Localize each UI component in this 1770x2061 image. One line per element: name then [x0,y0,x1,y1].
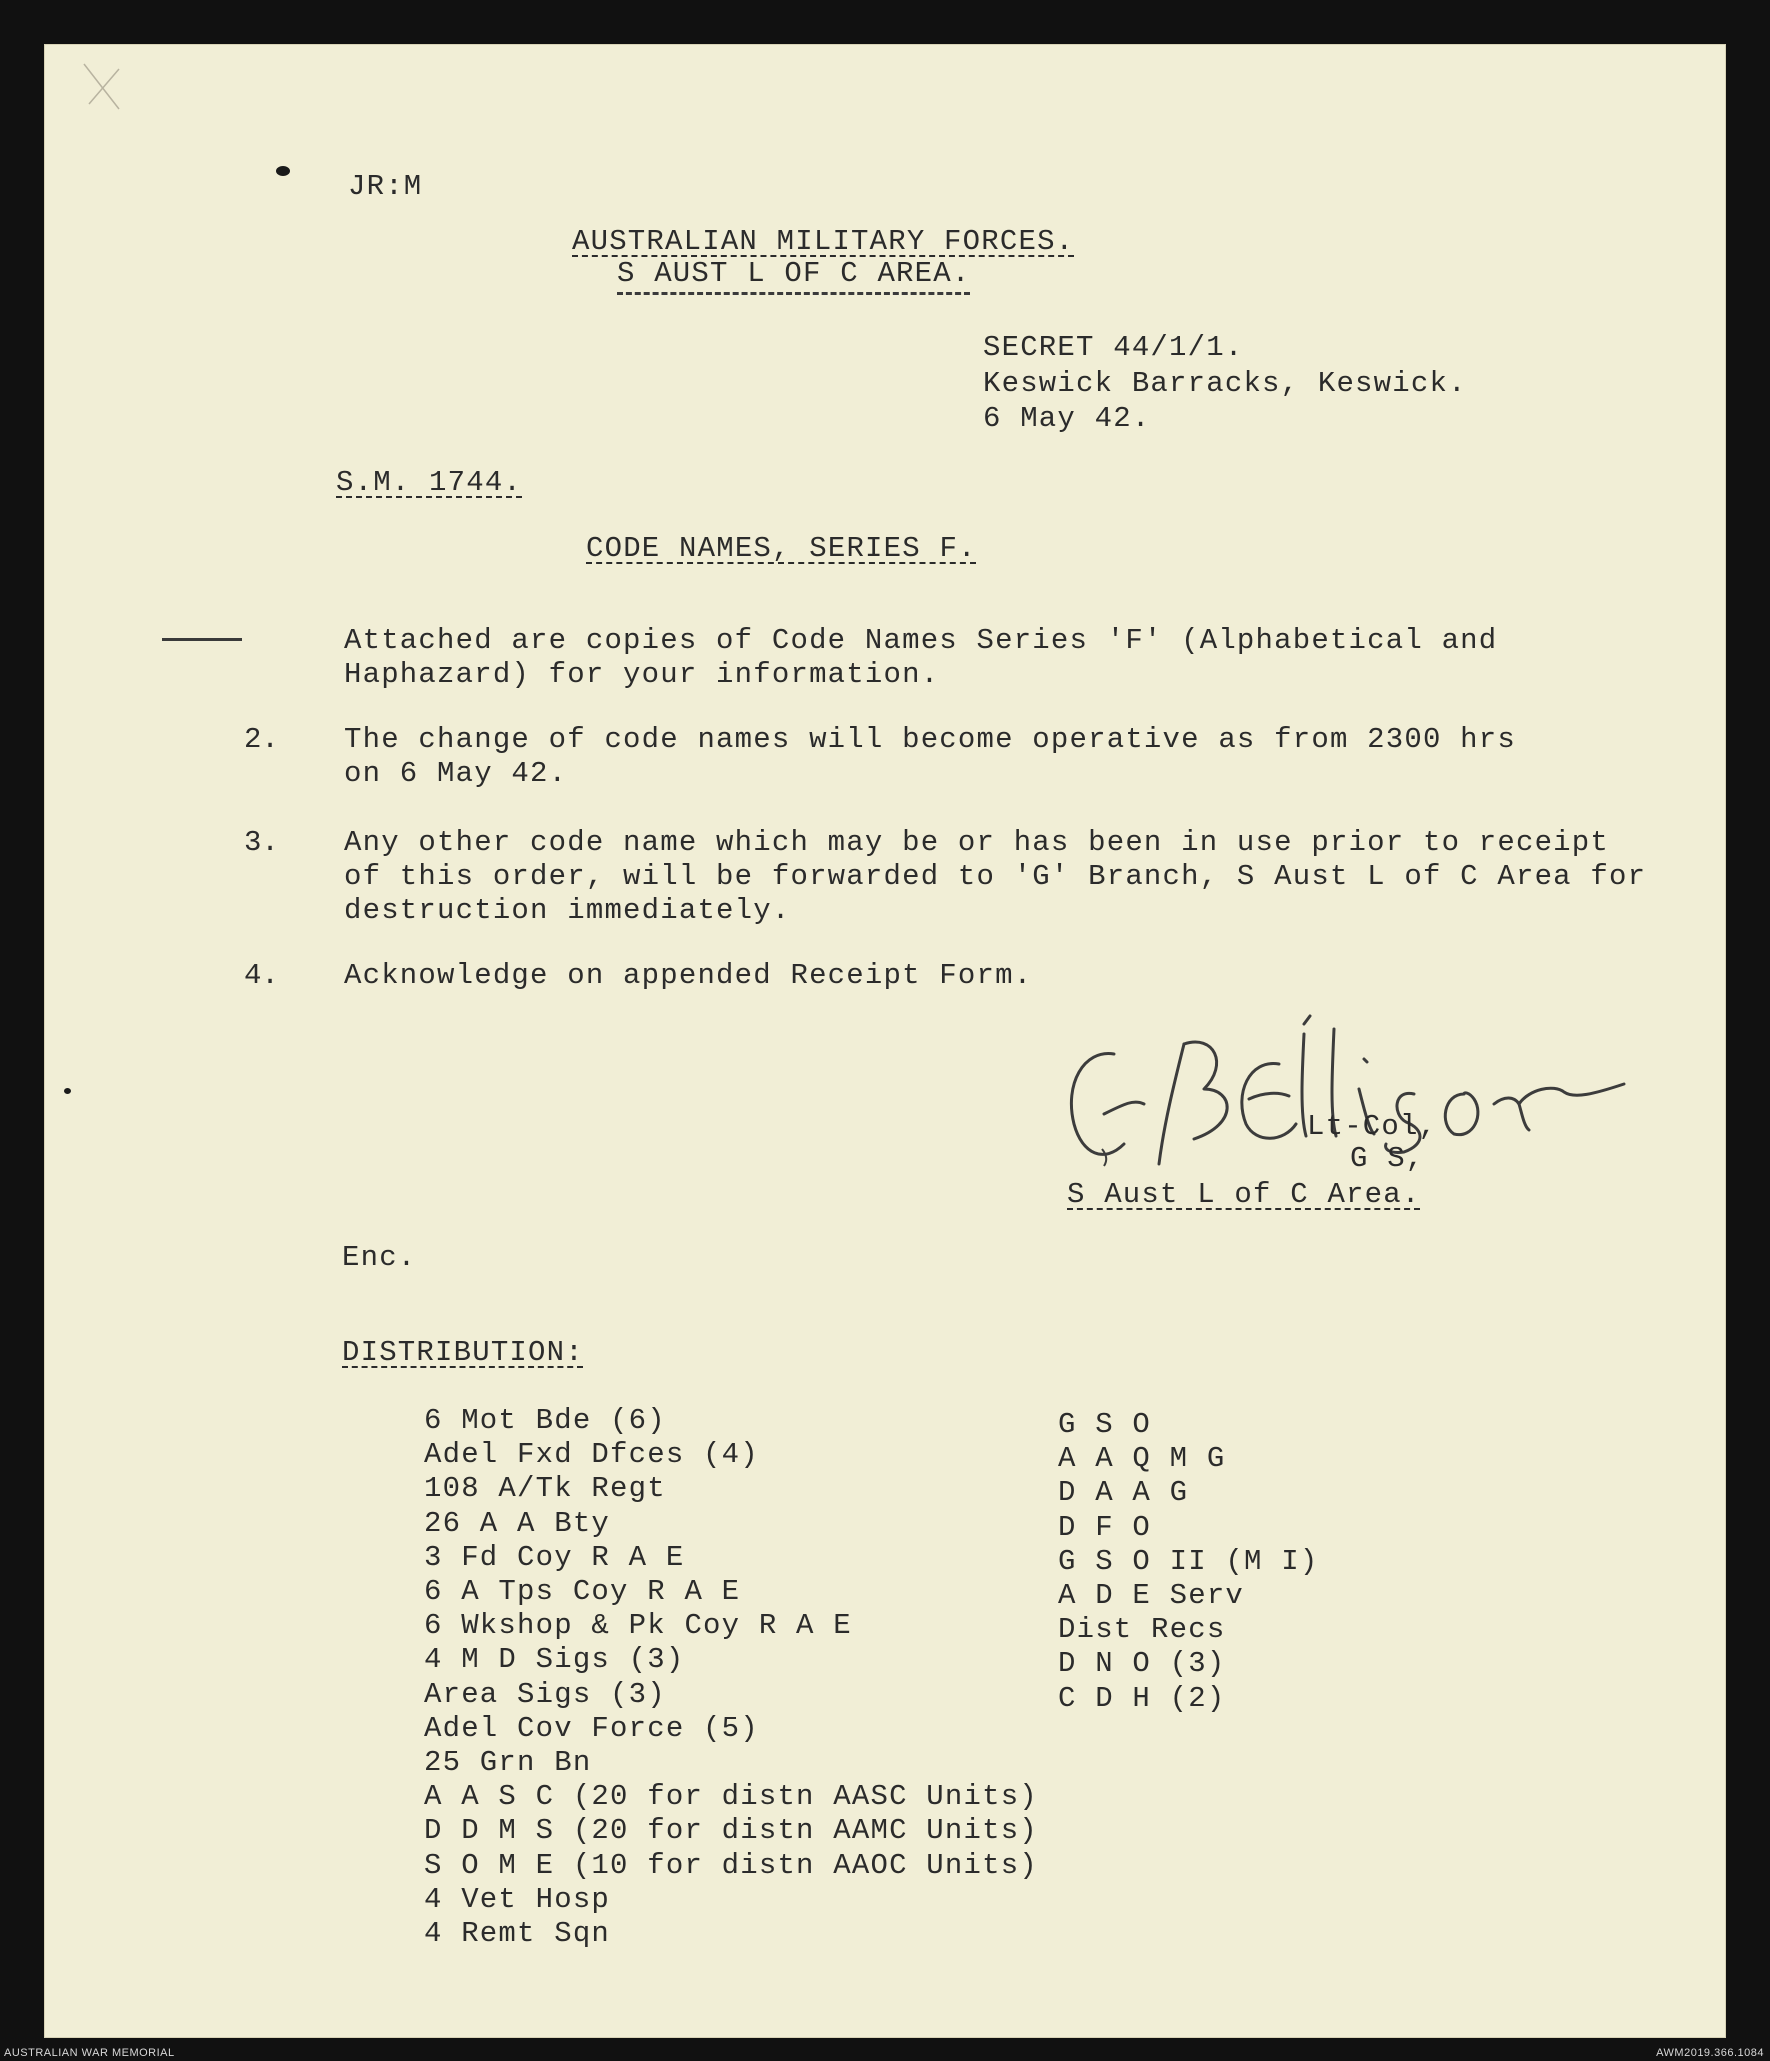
list-item: G S O [1058,1408,1152,1441]
paragraph-3-text: Any other code name which may be or has been in use prior to receipt of this order, will be forwarded to 'G' Branch, S Aust L of C Area for destruction immediately. [344,826,1647,927]
ink-spot [276,166,290,176]
list-item: A A S C (20 for distn AASC Units) [424,1780,1038,1814]
list-item: G S O II (M I) [1058,1544,1319,1578]
list-item: A A Q M G [1058,1442,1226,1476]
distribution-heading: DISTRIBUTION: [342,1336,584,1369]
distribution-list-left [424,1404,1038,1951]
list-item: D F O [1058,1510,1152,1544]
handwritten-signature [1034,1004,1654,1184]
paragraph-4-text: Acknowledge on appended Receipt Form. [344,959,1033,992]
subject-heading: CODE NAMES, SERIES F. [586,532,977,565]
list-item: S O M E (10 for distn AAOC Units) [424,1848,1038,1882]
paragraph-2-text: The change of code names will become operative as from 2300 hrs on 6 May 42. [344,723,1516,790]
signature-appointment: G S, [1350,1142,1425,1175]
list-item: 25 Grn Bn [424,1746,592,1780]
paragraph-1-dash [162,638,242,641]
heading-line-1: AUSTRALIAN MILITARY FORCES. [572,225,1075,258]
footer-right: AWM2019.366.1084 [1656,2047,1764,2059]
ink-spot [64,1088,71,1094]
list-item: 3 Fd Coy R A E [424,1540,685,1574]
list-item: Area Sigs (3) [424,1677,666,1711]
list-item: 4 Remt Sqn [424,1917,611,1951]
paragraph-1-text: Attached are copies of Code Names Series 'F' (Alphabetical and Haphazard) for your information. [344,624,1498,691]
file-reference: SECRET 44/1/1. [983,331,1244,364]
paragraph-4-number: 4. [244,959,279,992]
list-item: D N O (3) [1058,1647,1226,1681]
memo-number: S.M. 1744. [336,466,523,499]
list-item: 4 M D Sigs (3) [424,1643,685,1677]
reference-initials: JR:M [348,170,423,203]
footer-left: AUSTRALIAN WAR MEMORIAL [4,2047,175,2059]
list-item: 6 Wkshop & Pk Coy R A E [424,1609,852,1643]
list-item: Dist Recs [1058,1613,1226,1647]
location: Keswick Barracks, Keswick. [983,367,1467,400]
list-item: A D E Serv [1058,1579,1245,1613]
signature-unit: S Aust L of C Area. [1067,1178,1421,1211]
list-item: Adel Fxd Dfces (4) [424,1438,759,1472]
enclosure-note: Enc. [342,1241,417,1274]
document-page [44,44,1726,2038]
list-item: 6 Mot Bde (6) [424,1404,666,1437]
heading-line-2: S AUST L OF C AREA. [617,257,970,295]
distribution-list-right [1058,1408,1318,1716]
list-item: Adel Cov Force (5) [424,1711,759,1745]
list-item: C D H (2) [1058,1681,1226,1715]
list-item: 6 A Tps Coy R A E [424,1575,741,1609]
signature-rank: Lt-Col, [1307,1110,1438,1143]
list-item: 26 A A Bty [424,1506,611,1540]
date: 6 May 42. [983,402,1151,435]
list-item: 108 A/Tk Regt [424,1472,666,1506]
crease-mark [74,59,134,119]
list-item: D D M S (20 for distn AAMC Units) [424,1814,1038,1848]
list-item: D A A G [1058,1476,1189,1510]
list-item: 4 Vet Hosp [424,1882,611,1916]
paragraph-3-number: 3. [244,826,279,859]
paragraph-2-number: 2. [244,723,279,756]
